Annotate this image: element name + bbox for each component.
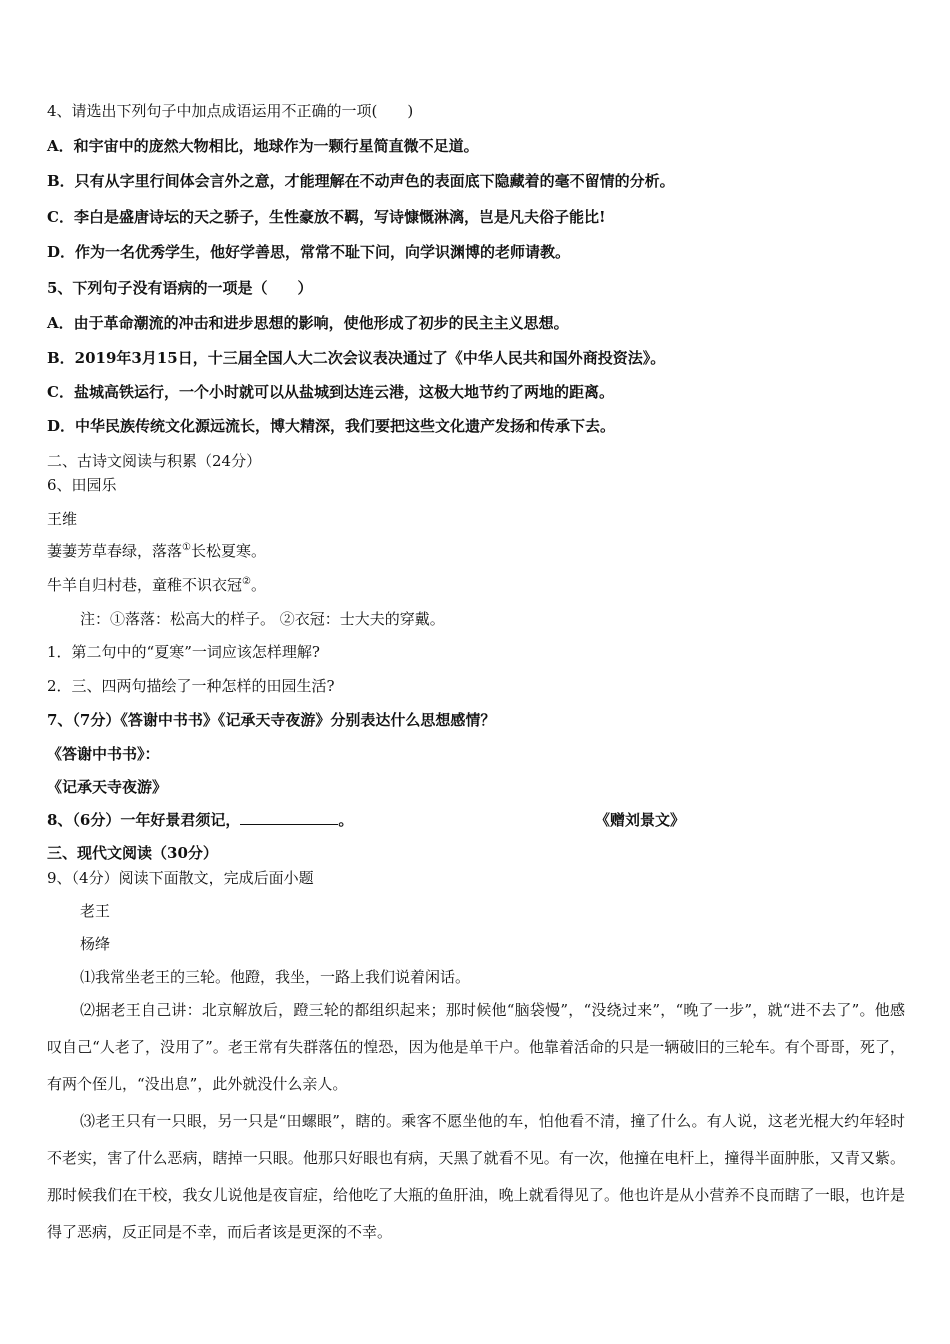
poem-line-2-text-b: 。: [250, 576, 266, 594]
q6-sub-1: 1．第二句中的“夏寒”一词应该怎样理解?: [47, 643, 320, 661]
q7-item-1: 《答谢中书书》：: [47, 745, 160, 763]
poem-line-2: [47, 575, 910, 595]
essay-paragraph-2: ⑵据老王自己讲：北京解放后，蹬三轮的都组织起来；那时候他“脑袋慢”，“没绕过来”，“晚了一步”，就“进不去了”。他感叹自己“人老了，没用了”。老王常有失群落伍的惶恐，因为他是单干户。他靠着活命的只是一辆破旧的三轮车。有个哥哥，死了，有两个侄儿，“没出息”，此外就没什么亲人。: [47, 1001, 905, 1093]
q7-stem: 7、（7分）《答谢中书书》《记承天寺夜游》分别表达什么思想感情？: [47, 711, 496, 729]
q5-option-a: A．由于革命潮流的冲击和进步思想的影响，使他形成了初步的民主主义思想。: [47, 314, 569, 332]
answer-blank[interactable]: [240, 810, 338, 825]
essay-author: 杨绛: [80, 935, 111, 953]
essay-title: 老王: [80, 902, 111, 920]
q5-option-c: C．盐城高铁运行，一个小时就可以从盐城到达连云港，这极大地节约了两地的距离。: [47, 383, 614, 401]
q8-stem-b: 。: [338, 811, 354, 829]
q8-stem-a: 8、（6分）一年好景君须记，: [47, 811, 241, 829]
q4-stem: 4、请选出下列句子中加点成语运用不正确的一项( ): [47, 102, 414, 120]
q5-option-b: B．2019年3月15日，十三届全国人大二次会议表决通过了《中华人民共和国外商投资法》。: [47, 349, 666, 367]
footnote-mark-1: ①: [182, 542, 191, 553]
essay-paragraph-1: ⑴我常坐老王的三轮。他蹬，我坐，一路上我们说着闲话。: [80, 968, 471, 986]
q4-option-a: A．和宇宙中的庞然大物相比，地球作为一颗行星简直微不足道。: [47, 137, 479, 155]
q5-option-d: D．中华民族传统文化源远流长，博大精深，我们要把这些文化遗产发扬和传承下去。: [47, 417, 616, 435]
poem-line-1: [47, 541, 910, 561]
section-3-heading: 三、现代文阅读（30分）: [47, 844, 218, 862]
poem-author: 王维: [47, 510, 78, 528]
poem-line-1-text-b: 长松夏寒。: [190, 542, 266, 560]
poem-line-2-text-a: 牛羊自归村巷，童稚不识衣冠: [47, 576, 243, 594]
q6-title: 6、田园乐: [47, 476, 117, 494]
footnote-mark-2: ②: [242, 576, 251, 587]
essay-paragraph-3: ⑶老王只有一只眼，另一只是“田螺眼”，瞎的。乘客不愿坐他的车，怕他看不清，撞了什么。有人说，这老光棍大约年轻时不老实，害了什么恶病，瞎掉一只眼。他那只好眼也有病，天黑了就看不见。有一次，他撞在电杆上，撞得半面肿胀，又青又紫。那时候我们在干校，我女儿说他是夜盲症，给他吃了大瓶的鱼肝油，晚上就看得见了。他也许是从小营养不良而瞎了一眼，也许是得了恶病，反正同是不幸，而后者该是更深的不幸。: [47, 1112, 905, 1241]
q4-option-d: D．作为一名优秀学生，他好学善思，常常不耻下问，向学识渊博的老师请教。: [47, 243, 571, 261]
q5-stem: 5、下列句子没有语病的一项是（ ）: [47, 279, 313, 297]
q8-line: [47, 810, 910, 830]
q8-source: 《赠刘景文》: [595, 811, 686, 829]
q9-stem: 9、（4分）阅读下面散文，完成后面小题: [47, 869, 314, 887]
q4-option-c: C．李白是盛唐诗坛的天之骄子，生性豪放不羁，写诗慷慨淋漓，岂是凡夫俗子能比!: [47, 208, 606, 226]
q6-sub-2: 2．三、四两句描绘了一种怎样的田园生活?: [47, 677, 335, 695]
section-2-heading: 二、古诗文阅读与积累（24分）: [47, 452, 262, 470]
q4-option-b: B．只有从字里行间体会言外之意，才能理解在不动声色的表面底下隐藏着的毫不留情的分析。: [47, 172, 675, 190]
poem-line-1-text-a: 萋萋芳草春绿，落落: [47, 542, 183, 560]
poem-note: 注：①落落：松高大的样子。 ②衣冠：士大夫的穿戴。: [80, 610, 445, 628]
q7-item-2: 《记承天寺夜游》: [47, 778, 168, 796]
